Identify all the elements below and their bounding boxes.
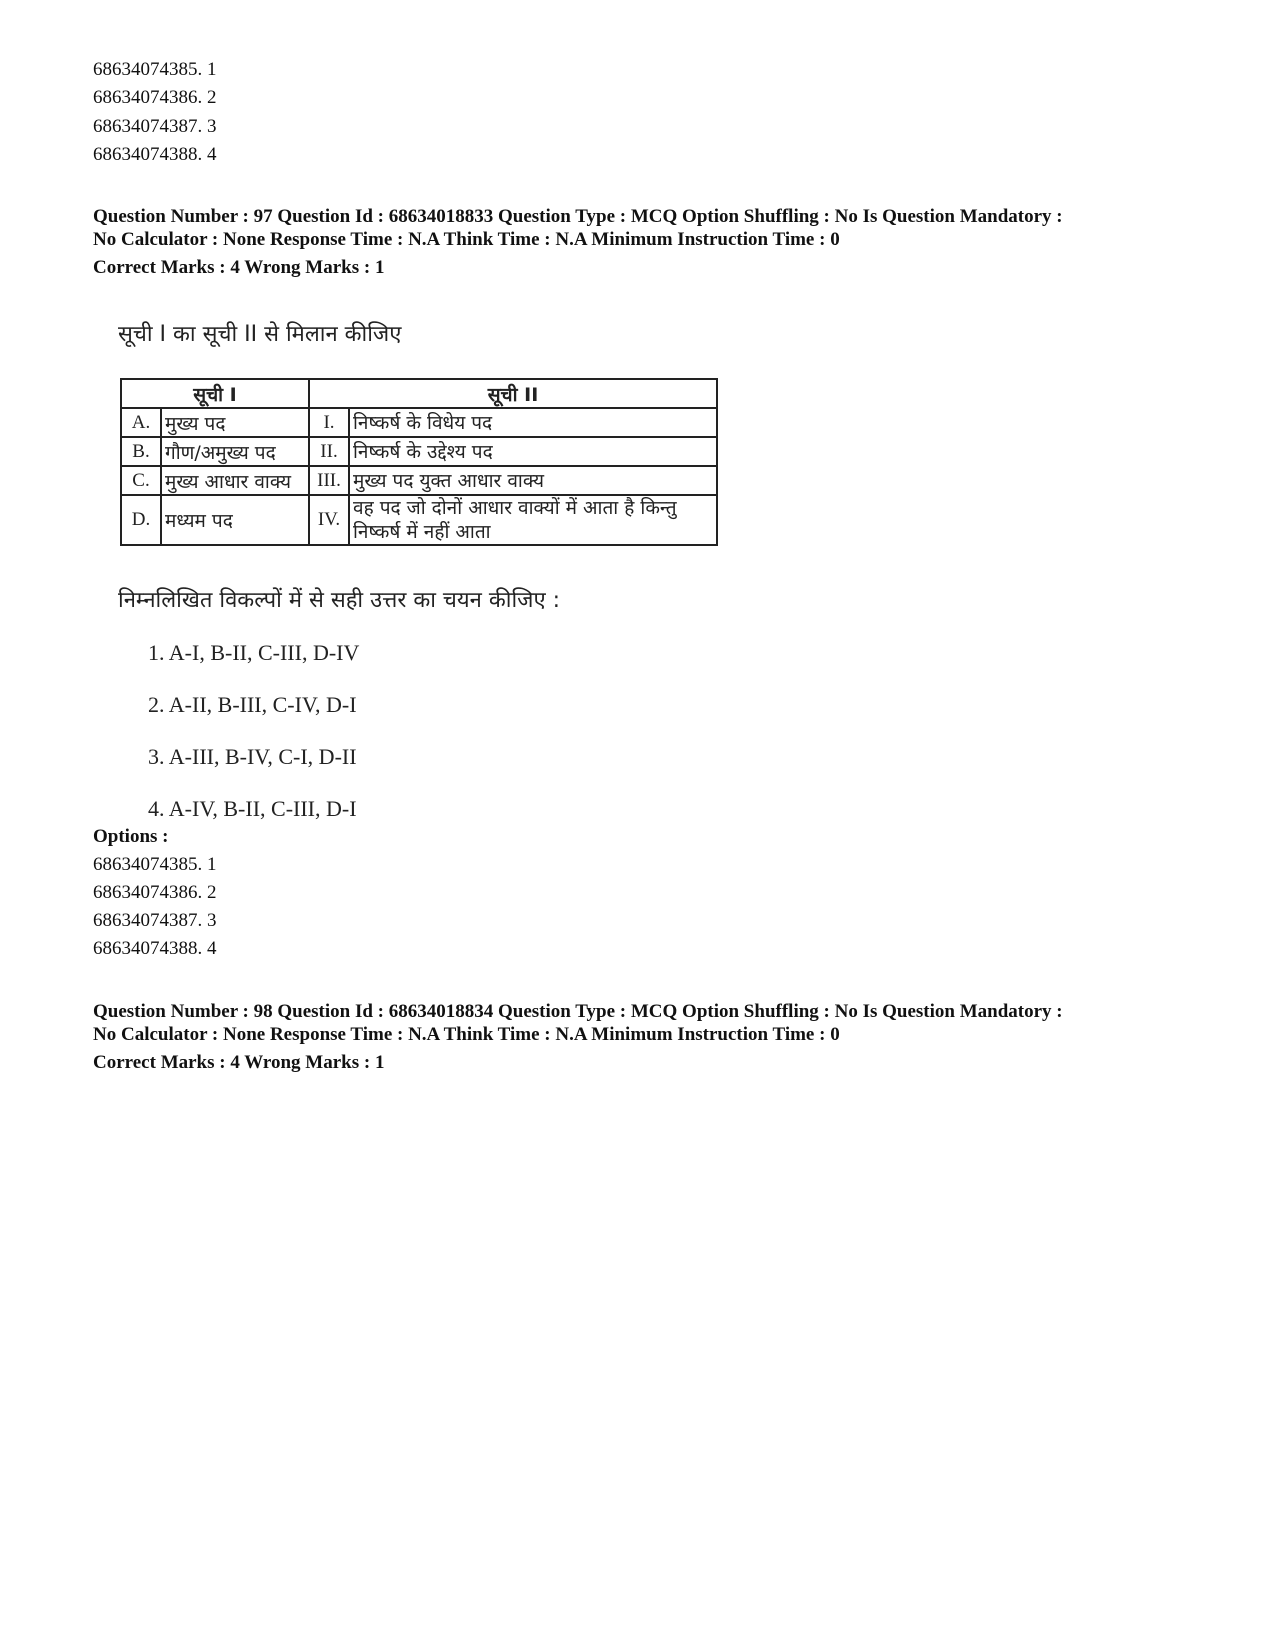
table-row [121, 437, 717, 466]
prev-option-2: 68634074386. 2 [93, 87, 217, 108]
q97-marks: Correct Marks : 4 Wrong Marks : 1 [93, 257, 385, 278]
q97-instruction: निम्नलिखित विकल्पों में से सही उत्तर का चयन कीजिए : [118, 588, 561, 613]
q97-choice-1: 1. A-I, B-II, C-III, D-IV [148, 640, 360, 665]
q98-header-line2: No Calculator : None Response Time : N.A Think Time : N.A Minimum Instruction Time : 0 [93, 1024, 840, 1045]
q97-choice-4: 4. A-IV, B-II, C-III, D-I [148, 796, 357, 821]
q97-choice-2: 2. A-II, B-III, C-IV, D-I [148, 692, 357, 717]
list-2-item: मुख्य पद युक्त आधार वाक्य [349, 466, 717, 495]
list-1-header: सूची I [121, 379, 309, 408]
row-label: D. [121, 495, 161, 545]
list-2-item: निष्कर्ष के विधेय पद [349, 408, 717, 437]
match-table-header [121, 379, 717, 408]
list-2-item: वह पद जो दोनों आधार वाक्यों में आता है किन्तु निष्कर्ष में नहीं आता [349, 495, 717, 545]
row-label: B. [121, 437, 161, 466]
prev-option-3: 68634074387. 3 [93, 116, 217, 137]
q97-option-3: 68634074387. 3 [93, 910, 217, 931]
q97-option-4: 68634074388. 4 [93, 938, 217, 959]
q98-marks: Correct Marks : 4 Wrong Marks : 1 [93, 1052, 385, 1073]
row-label: II. [309, 437, 349, 466]
q97-option-1: 68634074385. 1 [93, 854, 217, 875]
list-1-item: मध्यम पद [161, 495, 309, 545]
q97-question-title: सूची I का सूची II से मिलान कीजिए [118, 322, 402, 347]
list-1-item: मुख्य आधार वाक्य [161, 466, 309, 495]
match-table [120, 378, 718, 546]
list-2-item: निष्कर्ष के उद्देश्य पद [349, 437, 717, 466]
prev-option-4: 68634074388. 4 [93, 144, 217, 165]
list-1-item: मुख्य पद [161, 408, 309, 437]
q97-header-line2: No Calculator : None Response Time : N.A Think Time : N.A Minimum Instruction Time : 0 [93, 229, 840, 250]
table-row [121, 408, 717, 437]
list-1-item: गौण/अमुख्य पद [161, 437, 309, 466]
q98-header-line1: Question Number : 98 Question Id : 68634018834 Question Type : MCQ Option Shuffling : No Is Question Mandatory : [93, 1001, 1063, 1022]
row-label: C. [121, 466, 161, 495]
row-label: A. [121, 408, 161, 437]
q97-option-2: 68634074386. 2 [93, 882, 217, 903]
table-row [121, 466, 717, 495]
row-label: IV. [309, 495, 349, 545]
q97-options-label: Options : [93, 826, 169, 847]
table-row [121, 495, 717, 545]
q97-header-line1: Question Number : 97 Question Id : 68634018833 Question Type : MCQ Option Shuffling : No Is Question Mandatory : [93, 206, 1063, 227]
row-label: III. [309, 466, 349, 495]
q97-choice-3: 3. A-III, B-IV, C-I, D-II [148, 744, 357, 769]
row-label: I. [309, 408, 349, 437]
list-2-header: सूची II [309, 379, 717, 408]
prev-option-1: 68634074385. 1 [93, 59, 217, 80]
